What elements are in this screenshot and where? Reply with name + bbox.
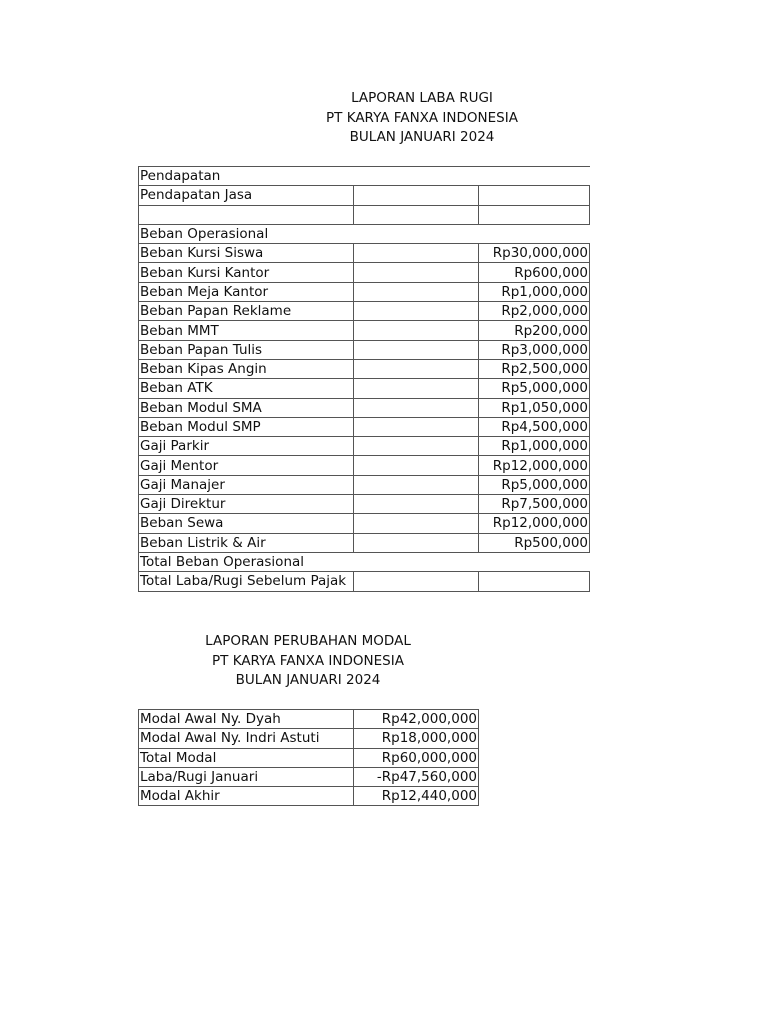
- row-cell: [354, 437, 479, 456]
- row-cell: [354, 359, 479, 378]
- row-amount: Rp3,000,000: [479, 340, 590, 359]
- row-label: Beban Listrik & Air: [139, 533, 354, 552]
- laba-rugi-period: BULAN JANUARI 2024: [349, 129, 495, 145]
- table-row: [139, 244, 590, 263]
- row-label: Beban Papan Reklame: [139, 302, 354, 321]
- row-cell: [354, 282, 479, 301]
- row-label: Beban ATK: [139, 379, 354, 398]
- table-row: [139, 379, 590, 398]
- row-cell: [354, 533, 479, 552]
- row-cell: [354, 321, 479, 340]
- row-cell: [354, 456, 479, 475]
- row-cell: [354, 572, 479, 591]
- total-beban-label: Total Beban Operasional: [139, 552, 590, 571]
- row-amount: Rp1,000,000: [479, 437, 590, 456]
- row-label: Laba/Rugi Januari: [139, 767, 354, 786]
- laba-rugi-heading: [272, 89, 572, 148]
- row-amount: Rp5,000,000: [479, 379, 590, 398]
- row-amount: Rp12,000,000: [479, 456, 590, 475]
- row-amount: Rp42,000,000: [354, 710, 479, 729]
- beban-header: Beban Operasional: [139, 224, 590, 243]
- perubahan-modal-table: [138, 709, 479, 806]
- row-amount: Rp12,000,000: [479, 514, 590, 533]
- table-row: [139, 321, 590, 340]
- table-row: [139, 398, 590, 417]
- row-label: Modal Awal Ny. Dyah: [139, 710, 354, 729]
- row-label: Total Modal: [139, 748, 354, 767]
- row-amount: Rp1,000,000: [479, 282, 590, 301]
- row-cell: [354, 340, 479, 359]
- table-row: [139, 710, 479, 729]
- row-amount: Rp600,000: [479, 263, 590, 282]
- row-cell: [354, 417, 479, 436]
- row-label: Pendapatan Jasa: [139, 186, 354, 205]
- pendapatan-section-row: [139, 167, 590, 186]
- row-label: Beban Kipas Angin: [139, 359, 354, 378]
- row-amount: Rp500,000: [479, 533, 590, 552]
- table-row: [139, 729, 479, 748]
- row-amount: Rp12,440,000: [354, 787, 479, 806]
- row-amount: Rp7,500,000: [479, 495, 590, 514]
- table-row: [139, 186, 590, 205]
- table-row: [139, 475, 590, 494]
- row-label: Beban Modul SMP: [139, 417, 354, 436]
- row-amount: Rp2,500,000: [479, 359, 590, 378]
- perubahan-modal-company: PT KARYA FANXA INDONESIA: [212, 652, 404, 669]
- table-row: [139, 767, 479, 786]
- row-label: Modal Akhir: [139, 787, 354, 806]
- table-row: [139, 340, 590, 359]
- row-cell: [354, 244, 479, 263]
- row-amount: Rp18,000,000: [354, 729, 479, 748]
- row-cell: [354, 205, 479, 224]
- table-row: [139, 437, 590, 456]
- row-cell: [354, 379, 479, 398]
- row-amount: Rp60,000,000: [354, 748, 479, 767]
- total-beban-row: [139, 552, 590, 571]
- row-cell: [354, 514, 479, 533]
- total-laba-row: [139, 572, 590, 591]
- perubahan-modal-heading: [158, 632, 458, 691]
- row-label: Gaji Parkir: [139, 437, 354, 456]
- row-cell: [354, 186, 479, 205]
- row-label: Beban Sewa: [139, 514, 354, 533]
- row-cell: [354, 495, 479, 514]
- row-amount: Rp2,000,000: [479, 302, 590, 321]
- row-label: Beban Kursi Siswa: [139, 244, 354, 263]
- row-label: Beban Meja Kantor: [139, 282, 354, 301]
- table-row: [139, 359, 590, 378]
- row-cell: [354, 475, 479, 494]
- row-label: Modal Awal Ny. Indri Astuti: [139, 729, 354, 748]
- beban-section-row: [139, 224, 590, 243]
- row-label: [139, 205, 354, 224]
- row-amount: Rp1,050,000: [479, 398, 590, 417]
- row-cell: [354, 263, 479, 282]
- table-row: [139, 417, 590, 436]
- row-label: Gaji Mentor: [139, 456, 354, 475]
- table-row: [139, 533, 590, 552]
- perubahan-modal-title: LAPORAN PERUBAHAN MODAL: [205, 633, 411, 649]
- table-row: [139, 748, 479, 767]
- row-amount: Rp4,500,000: [479, 417, 590, 436]
- table-row: [139, 514, 590, 533]
- row-amount: -Rp47,560,000: [354, 767, 479, 786]
- table-row: [139, 456, 590, 475]
- table-row: [139, 263, 590, 282]
- laba-rugi-title: LAPORAN LABA RUGI: [351, 90, 493, 106]
- row-label: Gaji Direktur: [139, 495, 354, 514]
- table-row: [139, 205, 590, 224]
- laba-rugi-table: [138, 166, 590, 592]
- row-amount: [479, 205, 590, 224]
- row-amount: Rp30,000,000: [479, 244, 590, 263]
- row-cell: [354, 302, 479, 321]
- row-amount: [479, 572, 590, 591]
- pendapatan-header: Pendapatan: [139, 167, 590, 186]
- row-cell: [354, 398, 479, 417]
- row-amount: Rp200,000: [479, 321, 590, 340]
- table-row: [139, 282, 590, 301]
- row-amount: [479, 186, 590, 205]
- row-label: Beban Kursi Kantor: [139, 263, 354, 282]
- row-label: Gaji Manajer: [139, 475, 354, 494]
- total-laba-label: Total Laba/Rugi Sebelum Pajak: [139, 572, 354, 591]
- row-label: Beban Papan Tulis: [139, 340, 354, 359]
- table-row: [139, 787, 479, 806]
- row-amount: Rp5,000,000: [479, 475, 590, 494]
- row-label: Beban Modul SMA: [139, 398, 354, 417]
- laba-rugi-company: PT KARYA FANXA INDONESIA: [326, 109, 518, 126]
- perubahan-modal-period: BULAN JANUARI 2024: [235, 672, 381, 688]
- row-label: Beban MMT: [139, 321, 354, 340]
- table-row: [139, 495, 590, 514]
- table-row: [139, 302, 590, 321]
